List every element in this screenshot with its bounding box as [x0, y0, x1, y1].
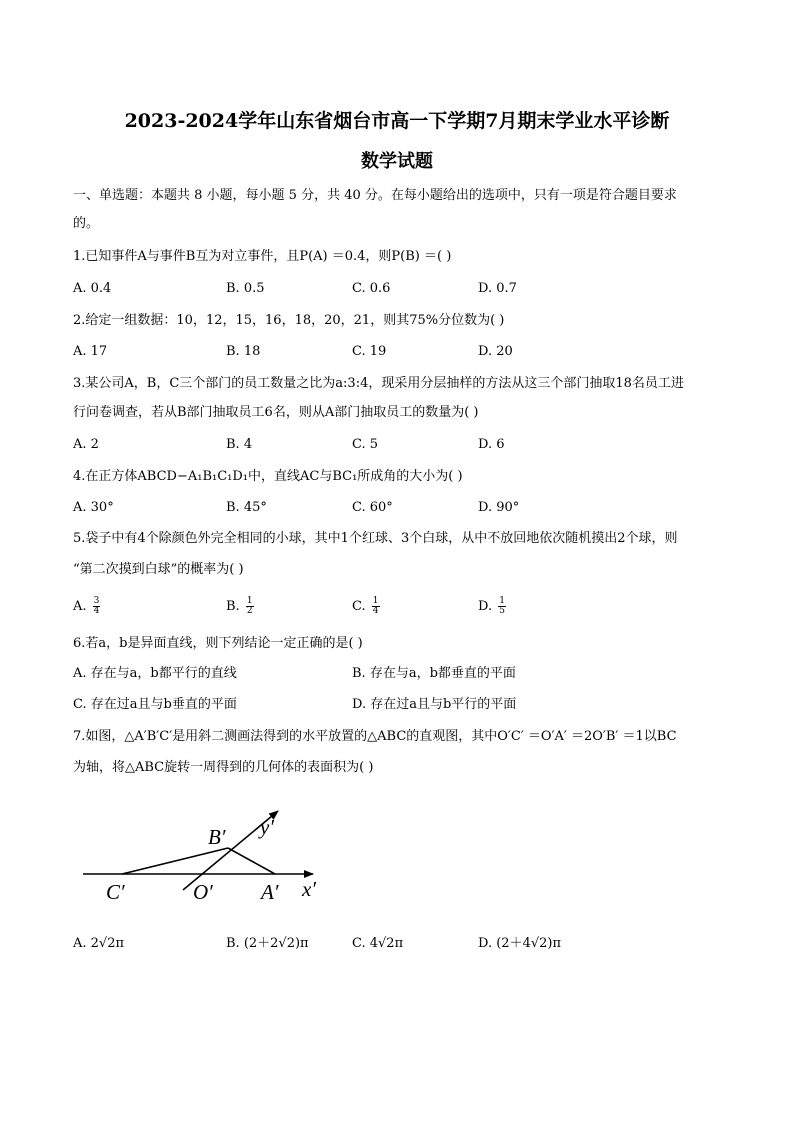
option-d[interactable]: D. 存在过a且与b平行的平面: [352, 697, 517, 712]
question-1: 1.已知事件A与事件B互为对立事件，且P(A) ＝0.4，则P(B) ＝( ): [73, 249, 452, 264]
option-b[interactable]: B. 45°: [226, 500, 267, 515]
question-7: 7.如图，△A′B′C′是用斜二测画法得到的水平放置的△ABC的直观图，其中O′C′ ＝O′A′ ＝2O′B′ ＝1以BC: [73, 729, 677, 744]
option-b[interactable]: B. 18: [226, 344, 261, 359]
option-d[interactable]: D. 6: [478, 437, 505, 452]
label-o: O′: [193, 880, 213, 904]
label-y: y′: [260, 815, 274, 839]
question-6-options-row1: [73, 665, 733, 683]
question-3-cont: 行问卷调查，若从B部门抽取员工6名，则从A部门抽取员工的数量为( ): [73, 405, 479, 420]
exam-subtitle: 数学试题: [361, 151, 433, 172]
option-d[interactable]: D. $\frac{1}{5}$: [478, 596, 505, 616]
option-b[interactable]: B. (2＋2√2)π: [226, 936, 309, 951]
option-b[interactable]: B. 4: [226, 437, 253, 452]
segment-cb: [122, 848, 228, 874]
fraction: $\frac{1}{4}$: [372, 596, 379, 616]
option-c[interactable]: C. 存在过a且与b垂直的平面: [73, 697, 237, 712]
label-a: A′: [261, 880, 279, 904]
option-c[interactable]: C. 4√2π: [352, 936, 404, 951]
label-b: B′: [208, 825, 226, 849]
question-5: 5.袋子中有4个除颜色外完全相同的小球，其中1个红球、3个白球，从中不放回地依次随机摸出2个球，则: [73, 531, 678, 546]
option-a[interactable]: A. 存在与a，b都平行的直线: [73, 666, 237, 681]
option-c[interactable]: C. 5: [352, 437, 379, 452]
question-7-cont: 为轴，将△ABC旋转一周得到的几何体的表面积为( ): [73, 760, 374, 775]
question-4: 4.在正方体ABCD−A₁B₁C₁D₁中，直线AC与BC₁所成角的大小为( ): [73, 469, 463, 484]
option-c[interactable]: C. $\frac{1}{4}$: [352, 596, 379, 616]
option-d[interactable]: D. 0.7: [478, 281, 517, 296]
option-c[interactable]: C. 60°: [352, 500, 393, 515]
option-b[interactable]: B. 存在与a，b都垂直的平面: [352, 666, 516, 681]
option-d[interactable]: D. (2＋4√2)π: [478, 936, 562, 951]
option-a[interactable]: A. 17: [73, 344, 108, 359]
label-c: C′: [106, 880, 125, 904]
oblique-projection-figure: [80, 806, 340, 911]
option-d[interactable]: D. 20: [478, 344, 513, 359]
fraction: $\frac{1}{2}$: [246, 596, 253, 616]
option-b[interactable]: B. 0.5: [226, 281, 265, 296]
option-a[interactable]: A. 0.4: [73, 281, 112, 296]
option-d[interactable]: D. 90°: [478, 500, 520, 515]
question-1-options: [73, 280, 733, 298]
label-x: x′: [302, 877, 316, 901]
question-5-cont: “第二次摸到白球”的概率为( ): [73, 562, 244, 577]
question-2: 2.给定一组数据：10，12，15，16，18，20，21，则其75%分位数为( ): [73, 313, 505, 328]
fraction: $\frac{3}{4}$: [93, 596, 100, 616]
option-c[interactable]: C. 0.6: [352, 281, 391, 296]
option-a[interactable]: A. 30°: [73, 500, 114, 515]
option-c[interactable]: C. 19: [352, 344, 387, 359]
question-6-options-row2: [73, 696, 733, 714]
question-3-options: [73, 436, 733, 454]
question-5-options: [73, 597, 733, 615]
option-b[interactable]: B. $\frac{1}{2}$: [226, 596, 253, 616]
section-instruction: 一、单选题：本题共 8 小题，每小题 5 分，共 40 分。在每小题给出的选项中，只有一项是符合题目要求: [73, 188, 677, 203]
question-6: 6.若a，b是异面直线，则下列结论一定正确的是( ): [73, 636, 363, 651]
segment-ba: [228, 848, 275, 874]
question-7-options: [73, 935, 733, 953]
option-a[interactable]: A. 2√2π: [73, 936, 125, 951]
question-3: 3.某公司A，B，C三个部门的员工数量之比为a:3:4，现采用分层抽样的方法从这三个部门抽取18名员工进: [73, 376, 684, 391]
question-2-options: [73, 343, 733, 361]
question-4-options: [73, 499, 733, 517]
option-a[interactable]: A. $\frac{3}{4}$: [73, 596, 100, 616]
option-a[interactable]: A. 2: [73, 437, 99, 452]
section-instruction-cont: 的。: [73, 216, 100, 231]
exam-title: 2023-2024学年山东省烟台市高一下学期7月期末学业水平诊断: [124, 110, 670, 132]
fraction: $\frac{1}{5}$: [499, 596, 505, 616]
